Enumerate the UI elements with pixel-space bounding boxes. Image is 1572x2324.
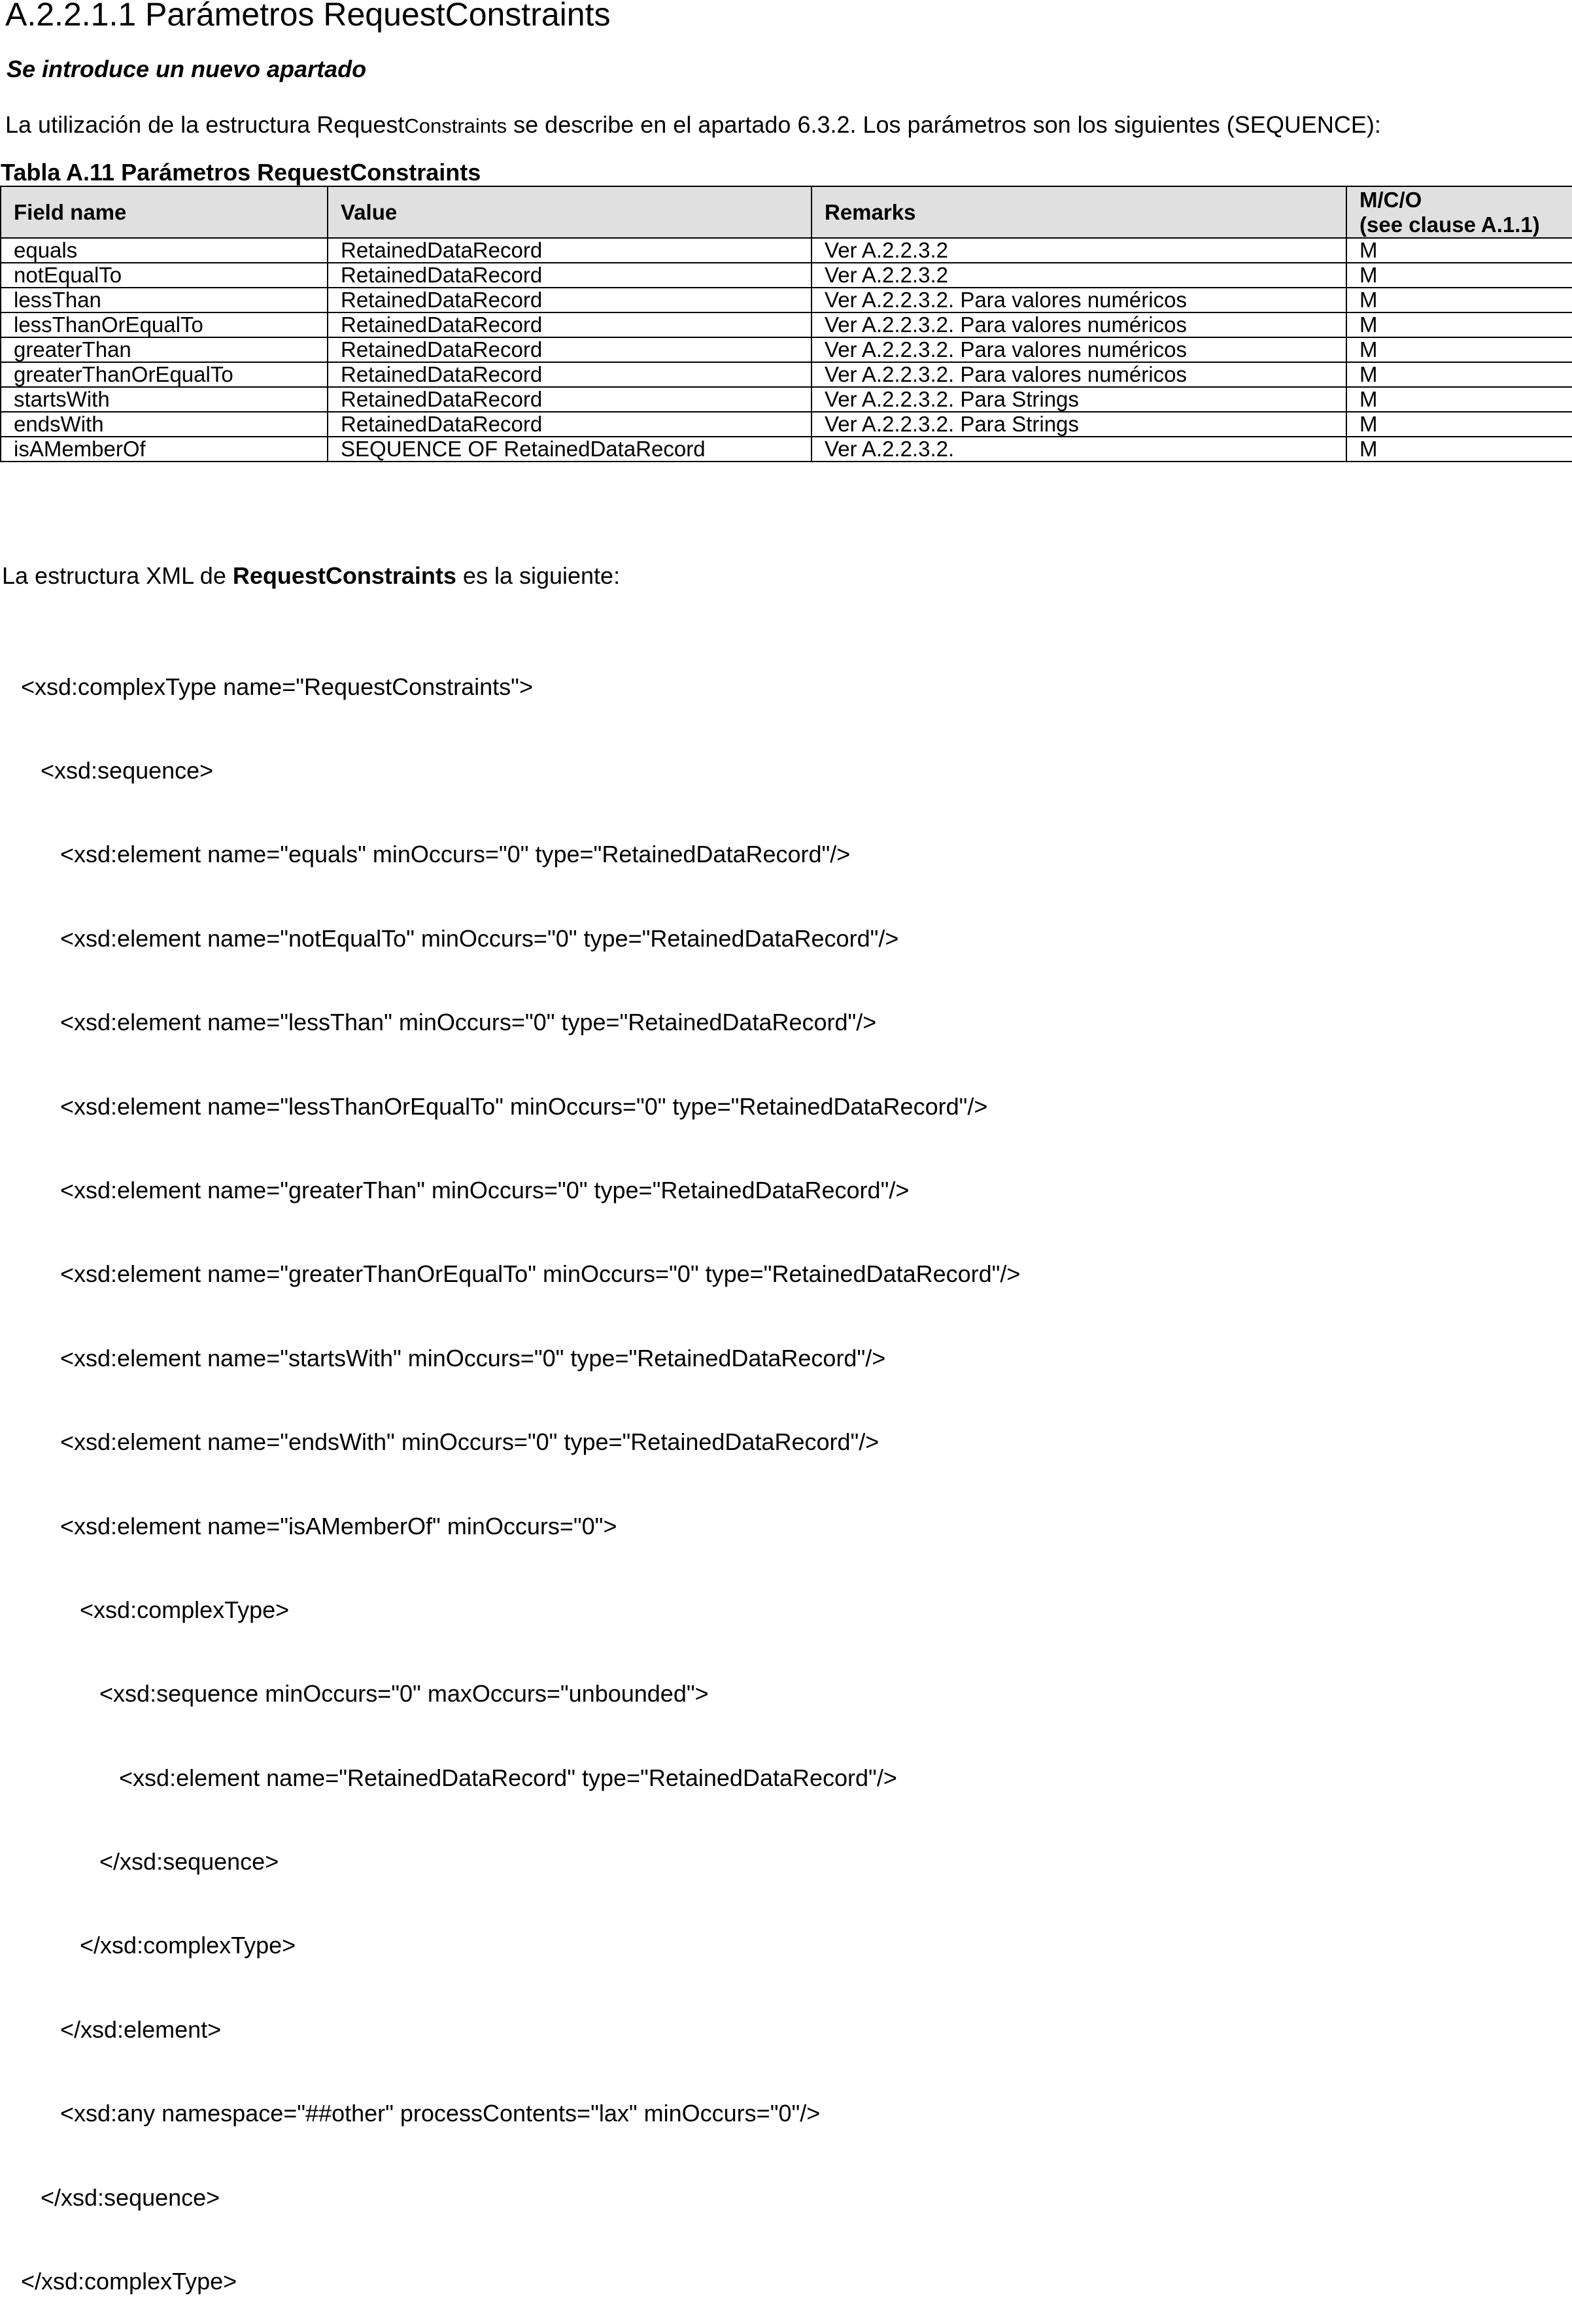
code-line: <xsd:element name="equals" minOccurs="0" type="RetainedDataRecord"/> <box>21 841 851 868</box>
intro-text-before: La utilización de la estructura Request <box>5 111 405 138</box>
code-line: <xsd:element name="lessThanOrEqualTo" minOccurs="0" type="RetainedDataRecord"/> <box>21 1092 988 1120</box>
cell-mco: M <box>1346 387 1572 412</box>
table-row <box>1 312 1572 337</box>
cell-remarks: Ver A.2.2.3.2. Para valores numéricos <box>812 312 1346 337</box>
code-line: <xsd:element name="endsWith" minOccurs="0" type="RetainedDataRecord"/> <box>21 1428 880 1456</box>
code-line: <xsd:element name="startsWith" minOccurs="0" type="RetainedDataRecord"/> <box>21 1344 886 1372</box>
table-row <box>1 263 1572 288</box>
cell-value: RetainedDataRecord <box>328 312 812 337</box>
header-mco <box>1346 186 1572 238</box>
header-mco-line-1: M/C/O <box>1359 187 1422 212</box>
cell-remarks: Ver A.2.2.3.2 <box>812 238 1346 263</box>
cell-value: RetainedDataRecord <box>328 288 812 312</box>
cell-field-name: startsWith <box>1 387 328 412</box>
cell-mco: M <box>1346 312 1572 337</box>
cell-value: RetainedDataRecord <box>328 387 812 412</box>
cell-mco: M <box>1346 437 1572 462</box>
xml-intro-before: La estructura XML de <box>2 562 233 589</box>
table-body <box>1 238 1572 462</box>
code-line: <xsd:element name="notEqualTo" minOccurs="0" type="RetainedDataRecord"/> <box>21 924 899 952</box>
table-row <box>1 337 1572 362</box>
cell-value: RetainedDataRecord <box>328 337 812 362</box>
code-line: <xsd:complexType name="RequestConstraints"> <box>21 673 533 700</box>
cell-value: RetainedDataRecord <box>328 238 812 263</box>
code-line: <xsd:element name="RetainedDataRecord" type="RetainedDataRecord"/> <box>21 1764 897 1791</box>
cell-remarks: Ver A.2.2.3.2. Para Strings <box>812 387 1346 412</box>
cell-remarks: Ver A.2.2.3.2. <box>812 437 1346 462</box>
section-note: Se introduce un nuevo apartado <box>7 56 367 82</box>
table-header-row <box>1 186 1572 238</box>
table-row <box>1 288 1572 312</box>
table-row <box>1 387 1572 412</box>
header-value: Value <box>328 186 812 238</box>
table-row <box>1 412 1572 437</box>
cell-mco: M <box>1346 288 1572 312</box>
cell-remarks: Ver A.2.2.3.2. Para valores numéricos <box>812 337 1346 362</box>
cell-remarks: Ver A.2.2.3.2 <box>812 263 1346 288</box>
code-line: <xsd:complexType> <box>21 1596 290 1623</box>
header-mco-line-2: (see clause A.1.1) <box>1359 212 1540 237</box>
cell-field-name: endsWith <box>1 412 328 437</box>
cell-value: RetainedDataRecord <box>328 412 812 437</box>
cell-field-name: notEqualTo <box>1 263 328 288</box>
code-line: </xsd:sequence> <box>21 1848 279 1876</box>
header-remarks: Remarks <box>812 186 1346 238</box>
cell-field-name: greaterThan <box>1 337 328 362</box>
cell-field-name: lessThan <box>1 288 328 312</box>
cell-remarks: Ver A.2.2.3.2. Para Strings <box>812 412 1346 437</box>
cell-mco: M <box>1346 238 1572 263</box>
table-caption: Tabla A.11 Parámetros RequestConstraints <box>1 159 481 186</box>
code-line: <xsd:element name="greaterThan" minOccurs="0" type="RetainedDataRecord"/> <box>21 1176 910 1204</box>
cell-field-name: isAMemberOf <box>1 437 328 462</box>
xml-intro-paragraph <box>2 563 620 589</box>
cell-mco: M <box>1346 362 1572 387</box>
table-row <box>1 437 1572 462</box>
code-line: </xsd:sequence> <box>21 2183 220 2211</box>
cell-mco: M <box>1346 412 1572 437</box>
code-line: <xsd:element name="greaterThanOrEqualTo" minOccurs="0" type="RetainedDataRecord"/> <box>21 1260 1021 1288</box>
table-row <box>1 238 1572 263</box>
code-line: </xsd:element> <box>21 2015 222 2043</box>
code-line: </xsd:complexType> <box>21 2268 237 2295</box>
cell-mco: M <box>1346 337 1572 362</box>
intro-text-small: Constraints <box>404 114 507 137</box>
cell-value: RetainedDataRecord <box>328 362 812 387</box>
intro-paragraph <box>5 112 1381 139</box>
code-line: <xsd:element name="lessThan" minOccurs="0" type="RetainedDataRecord"/> <box>21 1009 877 1036</box>
cell-remarks: Ver A.2.2.3.2. Para valores numéricos <box>812 362 1346 387</box>
xml-code-block <box>21 617 1020 2324</box>
code-line: <xsd:any namespace="##other" processContents="lax" minOccurs="0"/> <box>21 2100 821 2127</box>
cell-value: SEQUENCE OF RetainedDataRecord <box>328 437 812 462</box>
table-header <box>1 186 1572 238</box>
code-line: <xsd:sequence> <box>21 756 214 784</box>
cell-value: RetainedDataRecord <box>328 263 812 288</box>
section-heading: A.2.2.1.1 Parámetros RequestConstraints <box>5 0 611 33</box>
xml-intro-bold: RequestConstraints <box>232 562 456 589</box>
intro-text-after: se describe en el apartado 6.3.2. Los parámetros son los siguientes (SEQUENCE): <box>507 111 1381 138</box>
header-field-name: Field name <box>1 186 328 238</box>
cell-remarks: Ver A.2.2.3.2. Para valores numéricos <box>812 288 1346 312</box>
code-line: <xsd:element name="isAMemberOf" minOccurs="0"> <box>21 1512 617 1540</box>
cell-field-name: equals <box>1 238 328 263</box>
table-row <box>1 362 1572 387</box>
cell-field-name: greaterThanOrEqualTo <box>1 362 328 387</box>
code-line: </xsd:complexType> <box>21 1932 296 1959</box>
cell-field-name: lessThanOrEqualTo <box>1 312 328 337</box>
code-line: <xsd:sequence minOccurs="0" maxOccurs="unbounded"> <box>21 1680 709 1708</box>
cell-mco: M <box>1346 263 1572 288</box>
parameters-table <box>0 186 1572 462</box>
xml-intro-after: es la siguiente: <box>456 562 621 589</box>
